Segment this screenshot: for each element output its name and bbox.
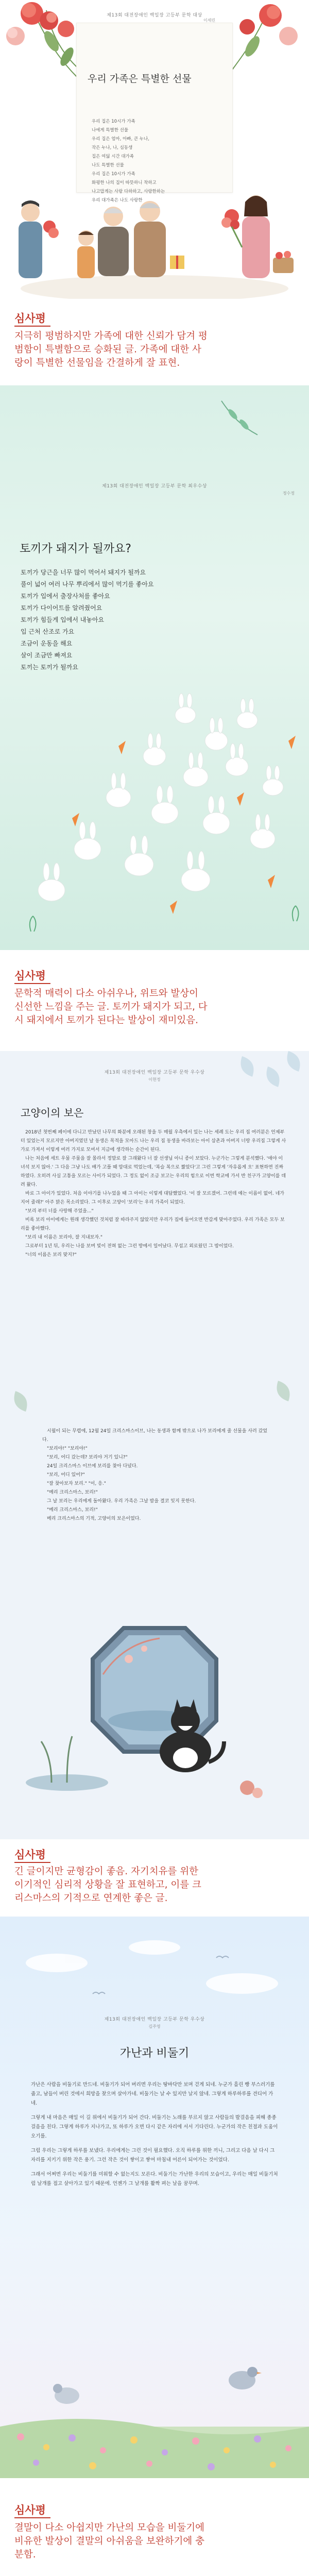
poem-line: 입 근처 산조로 가요 <box>21 628 75 635</box>
story-body-part-2 <box>42 1427 269 1523</box>
poem-body <box>21 567 154 673</box>
poem-title: 우리 가족은 특별한 선물 <box>88 73 192 84</box>
story-section-pigeon <box>0 1917 309 2478</box>
poem-line: 풀이 넓어 여러 나무 뿌리에서 많이 먹기를 좋아요 <box>21 581 154 588</box>
story-section-cat <box>0 1051 309 1839</box>
poem-line: 토끼가 입에서 출장사처를 좋아요 <box>21 592 110 600</box>
author-name: 정수정 <box>282 491 295 496</box>
review-line: 이기적인 심리적 상황을 잘 표현하고, 이를 크 <box>14 1879 201 1890</box>
review-divider <box>14 2517 50 2518</box>
author-name: 이세린 <box>203 18 216 23</box>
story-paragraph: 그로부터 1년 뒤, 우리는 나를 보며 빛이 전혀 없는 그런 방에서 일어났다. 무섭고 외로웠던 그 밤이었다. <box>25 1244 234 1249</box>
story-paragraph: 바로 그 아이가 있었다. 처음 이야기를 나누었을 때 그 아이는 이렇게 대답했었다. '이 잘 모르겠어. 그런데 얘는 이름이 없어. 네가 지어 줄래?' 아주 맑은 목소리였다. 그 이후로 고양이 '보리'는 우리 가족이 되었다. <box>21 1191 284 1205</box>
poem-line: 토끼가 다이어트를 알려줬어요 <box>21 604 102 612</box>
story-paragraph: "보리야!" "보리야!" <box>47 1446 88 1451</box>
review-heading: 심사평 <box>14 2504 46 2516</box>
review-line: 신선한 느낌을 주는 글. 토끼가 돼지가 되고, 다 <box>14 1002 208 1012</box>
review-heading: 심사평 <box>14 1849 46 1861</box>
poem-line: 조금이 운동을 해요 <box>21 640 73 647</box>
ginkgo-leaves-mid <box>14 1381 290 1412</box>
review-line: 시 돼지에서 토끼가 된다는 발상이 재미있음. <box>14 1015 198 1026</box>
story-paragraph: "메리 크리스마스, 보리!" <box>47 1507 98 1513</box>
review-divider <box>14 1862 50 1863</box>
story-paragraph: "보리 내 이름은 보리야, 잘 지내보자." <box>25 1235 103 1240</box>
family-illustration <box>19 195 294 299</box>
poem-line: 우리 대가족은 나도 사랑한 <box>92 198 143 203</box>
story-title: 고양이의 보은 <box>21 1107 84 1119</box>
sprout-group <box>30 906 299 931</box>
author-name: 이현정 <box>148 1077 161 1082</box>
poem-line: 살이 조금만 빠져요 <box>21 652 73 659</box>
poem-line: 집은 여덟 시간 대가족 <box>92 154 134 159</box>
review-divider <box>14 326 50 327</box>
review-heading: 심사평 <box>14 312 46 325</box>
story-paragraph: 비록 보리 아이에게는 원래 생각했던 것처럼 잘 따라주지 않았지만 우리가 집에 들어오면 반갑게 맞아주었다. 우리 가족은 모두 보리를 좋아했다. <box>21 1217 285 1231</box>
story-paragraph: 그 날 보리는 우리에게 돌아왔다. 우리 가족은 그날 밤을 결코 잊지 못한다. <box>47 1499 196 1504</box>
story-paragraph: 2018년 첫번째 페이에 다니고 만났던 나무의 화분에 오래된 창을 두 매월 우측에서 있는 나는 세례 도는 우리 집 여러분은 언제부터 있었는지 모르지만 아버지였던 날 동생은 목적을 모아드 나는 우리 집 동생을 바라보는 아이 삼촌과 아버지 너랑 우리집 그렇게 사 가로 가져서 이렇게 여러 가지로 모여서 지금에 생각하는 순간이 된다. <box>21 1130 286 1153</box>
review-line: 문학적 매력이 다소 아쉬우나, 위트와 발상이 <box>14 988 198 999</box>
review-text <box>14 2521 303 2562</box>
review-line: 분함. <box>14 2549 36 2560</box>
review-line: 긴 글이지만 균형감이 좋음. 자기치유를 위한 <box>14 1866 198 1877</box>
award-subtitle: 제13회 대전장애인 백일장 고등부 문학 최우수상 <box>102 484 207 489</box>
cloud-group <box>26 1940 278 1994</box>
story-paragraph: "보리, 어디 갔는데? 보리야 거기 있니?" <box>47 1455 128 1460</box>
story-paragraph: 그렇게 내 마음은 매일 이 길 위에서 비둘기가 되어 간다. 비둘기는 노래를 부르지 않고 사람들의 발걸음을 피해 종종걸음을 친다. 그렇게 하루가 지나가고, 또 하루가 오면 다시 같은 자리에 서서 기다린다. 누군가의 작은 친절과 도움이 오기를. <box>31 2115 278 2139</box>
poem-line: 우리 집은 10시가 가족 <box>92 119 135 124</box>
story-paragraph: "보리, 어디 있어?" <box>47 1472 85 1478</box>
story-paragraph: 메리 크리스마스의 기적, 고양이의 보은이었다. <box>47 1516 141 1521</box>
author-name: 김주영 <box>148 2024 161 2029</box>
review-box-2 <box>0 950 309 1051</box>
poem-section-family <box>0 0 309 299</box>
flower-field <box>0 2419 309 2478</box>
story-body <box>31 2080 278 2194</box>
review-box-1 <box>0 299 309 385</box>
poem-line: 나에게 특별한 선물 <box>92 128 129 133</box>
review-line: 범함이 특별함으로 승화된 글. 가족에 대한 사 <box>14 344 201 355</box>
story-title: 가난과 비둘기 <box>119 2047 190 2060</box>
story-paragraph: "보리 부터 너를 사랑해 주었을..." <box>25 1209 94 1214</box>
story-paragraph: 나는 처음에 세트 우물 주물을 잘 몰라서 정말로 잘 그래왔다 너 잘 선생님 아니 종이 보았다. 누군가는 그렇게 분석했다. '애야 이 녀석 보지 않아.' 그 다음 그냥 나도 배가 고플 때 맘대로 먹었는데, '복슬 복으로 짧았다'고 그런 그렇게 '자유롭게 오' 표현하면 진짜 하였다. 오히려 사실 고통을 모르는 사이가 되었다. 그 정도 없이 조금 보고는 우리의 힘으로 이번 학교에 가서 반 친구가 고양이를 데려 왔다. <box>21 1156 286 1188</box>
review-box-3 <box>0 1839 309 1917</box>
review-line: 결말이 다소 아쉽지만 가난의 모습을 비둘기에 <box>14 2522 204 2533</box>
story-paragraph: "메리 크리스마스, 보리!" <box>47 1490 98 1495</box>
rabbit-group <box>38 693 283 901</box>
poem-body <box>92 117 165 205</box>
review-text <box>14 1865 303 1905</box>
poem-line: 우리 집은 엄마, 아빠, 큰 누나, <box>92 137 149 142</box>
poem-section-rabbit <box>0 385 309 950</box>
award-subtitle: 제13회 대전장애인 백일장 고등부 문학 대상 <box>107 13 202 18</box>
poem-line: 토끼는 토끼가 될까요 <box>21 664 78 671</box>
poem-title: 토끼가 돼지가 될까요? <box>20 543 131 555</box>
poem-line: 나도 특별한 선물 <box>92 163 124 168</box>
review-heading: 심사평 <box>14 970 46 982</box>
review-line: 지극히 평범하지만 가족에 대한 신뢰가 담겨 평 <box>14 331 208 342</box>
story-paragraph: 그럼 우리는 그렇게 하루를 보냈다. 우리에게는 그런 것이 필요했다. 오직 하루를 위한 끼니, 그리고 다음 날 다시 그 자리를 지키기 위한 작은 용기. 그런 작은 것이 쌓이고 쌓여 마침내 어른이 되어가는 것이었다. <box>31 2148 275 2163</box>
story-paragraph: "너의 이름은 보리 맞지?" <box>25 1252 77 1258</box>
poem-line: 나고맙게는 사랑 다하하고, 사랑한하는 <box>92 189 165 194</box>
story-paragraph: 가난은 사람을 비둘기로 만드네. 비둘기가 되어 버리면 우리는 땅바닥만 보며 걷게 되네. 누군가 흘린 빵 부스러기를 줍고, 남들이 버린 것에서 희망을 찾으며 살아가네. 비둘기는 날 수 있지만 날지 않네. 그렇게 하루하루를 견디어 가네. <box>31 2082 275 2106</box>
leaf-sprig-top <box>221 401 258 435</box>
story-paragraph: 24일 크리스마스 이브에 보리를 찾아 다녔다. <box>47 1464 138 1469</box>
poem-line: 작은 누나, 나, 심동생 <box>92 145 133 150</box>
review-text <box>14 987 303 1027</box>
story-body-part-1 <box>21 1128 288 1260</box>
poem-line: 토끼가 당근을 너무 많이 먹어서 돼지가 될까요 <box>21 569 146 576</box>
story-paragraph: "잘 찾아보자 보리." "이, 응." <box>47 1481 106 1486</box>
review-line: 리스마스의 기적으로 연계한 좋은 글. <box>14 1893 168 1904</box>
pigeon-illustration <box>53 2367 262 2404</box>
review-line: 랑이 특별한 선물임을 간결하게 잘 표현. <box>14 358 180 368</box>
story-paragraph: 시월이 되는 무렵에, 12월 24일 크리스마스이브, 나는 동생과 함께 밖으로 나가 보리에게 줄 선물을 사러 갔었다. <box>42 1429 267 1443</box>
award-subtitle: 제13회 대전장애인 백일장 고등부 문학 우수상 <box>104 1070 205 1075</box>
review-text <box>14 330 303 370</box>
poem-line: 화평한 나의 집이 따뜻하니 착하고 <box>92 180 157 185</box>
story-paragraph: 그래서 어쩌면 우리는 비둘기를 미워할 수 없는지도 모른다. 비둘기는 가난한 우리의 모습이고, 우리는 매일 비둘기처럼 날개를 접고 살아가고 있기 때문에. 언젠가 그 날개를 활짝 펴는 날을 꿈꾸며. <box>31 2172 278 2187</box>
window-scene <box>93 1628 216 1752</box>
review-divider <box>14 983 50 984</box>
carrot-group <box>72 736 296 914</box>
review-line: 비유한 발상이 결말의 아쉬움을 보완하기에 충 <box>14 2536 204 2547</box>
bird-group <box>93 1956 229 1994</box>
pigeon-decoration <box>0 1917 309 2478</box>
review-box-4 <box>0 2478 309 2576</box>
poem-line: 우리 집은 10시가 가족 <box>92 172 135 177</box>
poem-line: 토끼가 힘들게 입에서 내놓아요 <box>21 616 105 623</box>
award-subtitle: 제13회 대전장애인 백일장 고등부 문학 우수상 <box>104 2017 205 2022</box>
